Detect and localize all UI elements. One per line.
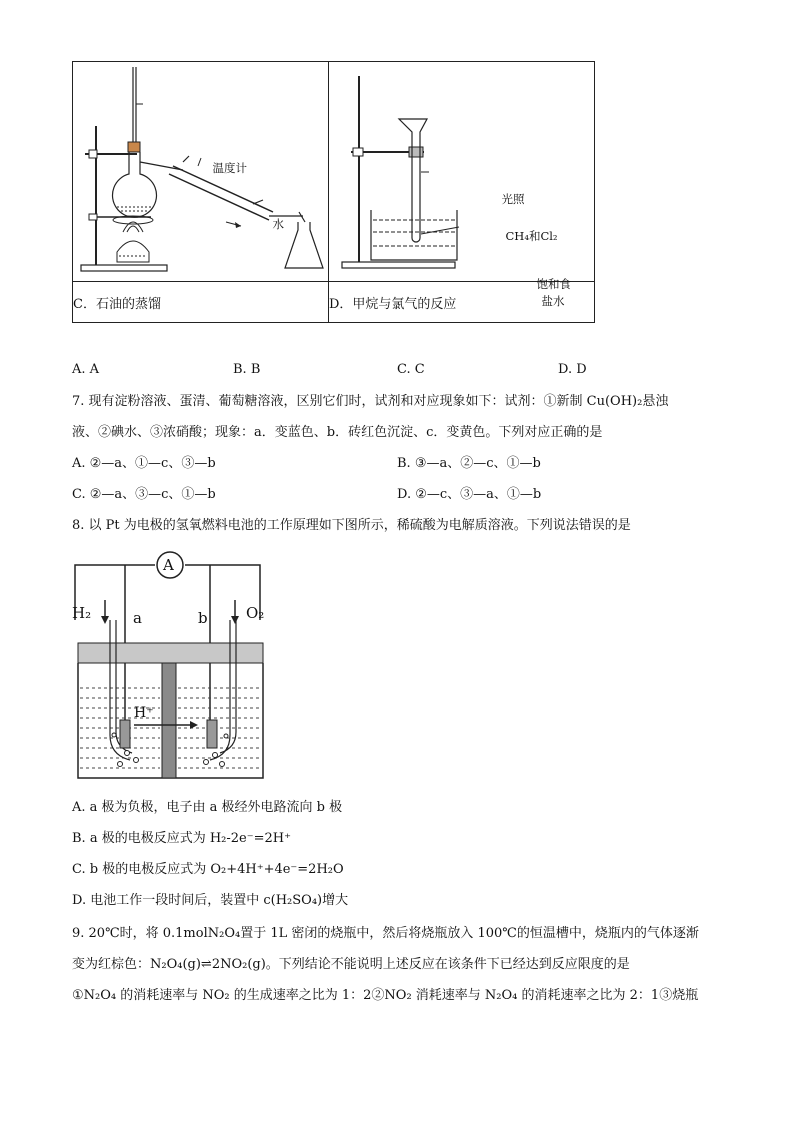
- q8-option-b: B. a 极的电极反应式为 H₂-2e⁻=2H⁺: [72, 831, 291, 846]
- methane-chlorine-apparatus-diagram: [329, 62, 594, 281]
- electrode-b-label: b: [198, 609, 208, 627]
- q6-option-c: C. C: [397, 362, 425, 377]
- q6-option-a: A. A: [72, 362, 100, 377]
- apparatus-table: [72, 61, 595, 323]
- q7-option-a: A. ②—a、①—c、③—b: [72, 456, 216, 471]
- h2-label: H₂: [72, 604, 92, 622]
- electrode-a-label: a: [133, 609, 142, 627]
- q9-stem-line2: 变为红棕色：N₂O₄(g)⇌2NO₂(g)。下列结论不能说明上述反应在该条件下已经达到反应限度的是: [72, 957, 630, 972]
- q6-option-d: D. D: [558, 362, 587, 377]
- light-label: 光照: [501, 191, 525, 206]
- q7-stem-line2: 液、②碘水、③浓硝酸；现象：a．变蓝色、b．砖红色沉淀、c．变黄色。下列对应正确的是: [72, 425, 603, 440]
- q7-option-c: C. ②—a、③—c、①—b: [72, 487, 216, 502]
- q8-option-d: D. 电池工作一段时间后，装置中 c(H₂SO₄)增大: [72, 893, 349, 908]
- q8-option-c: C. b 极的电极反应式为 O₂+4H⁺+4e⁻=2H₂O: [72, 862, 344, 877]
- gas-label: CH₄和Cl₂: [505, 228, 558, 243]
- q7-option-d: D. ②—c、③—a、①—b: [397, 487, 542, 502]
- q7-option-b: B. ③—a、②—c、①—b: [397, 456, 541, 471]
- q8-stem: 8. 以 Pt 为电极的氢氧燃料电池的工作原理如下图所示，稀硫酸为电解质溶液。下列说法错误的是: [72, 518, 631, 533]
- fuel-cell-diagram: [70, 550, 270, 785]
- ammeter-label: A: [163, 556, 174, 574]
- water-label: 水: [272, 216, 284, 231]
- solution-label-2: 盐水: [541, 293, 565, 308]
- solution-label-1: 饱和食: [536, 276, 571, 291]
- o2-label: O₂: [246, 604, 265, 622]
- thermometer-label: 温度计: [212, 160, 247, 175]
- distillation-figure-cell: [73, 62, 329, 282]
- hydrogen-ion-label: H⁺: [134, 705, 154, 721]
- caption-d: D．甲烷与氯气的反应: [329, 282, 595, 323]
- caption-c: C．石油的蒸馏: [73, 282, 329, 323]
- q9-stem-line3: ①N₂O₄ 的消耗速率与 NO₂ 的生成速率之比为 1：2②NO₂ 消耗速率与 N₂O₄ 的消耗速率之比为 2：1③烧瓶: [72, 988, 699, 1003]
- q7-stem-line1: 7. 现有淀粉溶液、蛋清、葡萄糖溶液，区别它们时，试剂和对应现象如下：试剂：①新制 Cu(OH)₂悬浊: [72, 394, 669, 409]
- distillation-apparatus-diagram: [73, 62, 328, 281]
- q6-option-b: B. B: [233, 362, 261, 377]
- q9-stem-line1: 9. 20℃时，将 0.1molN₂O₄置于 1L 密闭的烧瓶中，然后将烧瓶放入 100℃的恒温槽中，烧瓶内的气体逐渐: [72, 926, 699, 941]
- q8-option-a: A. a 极为负极，电子由 a 极经外电路流向 b 极: [72, 800, 343, 815]
